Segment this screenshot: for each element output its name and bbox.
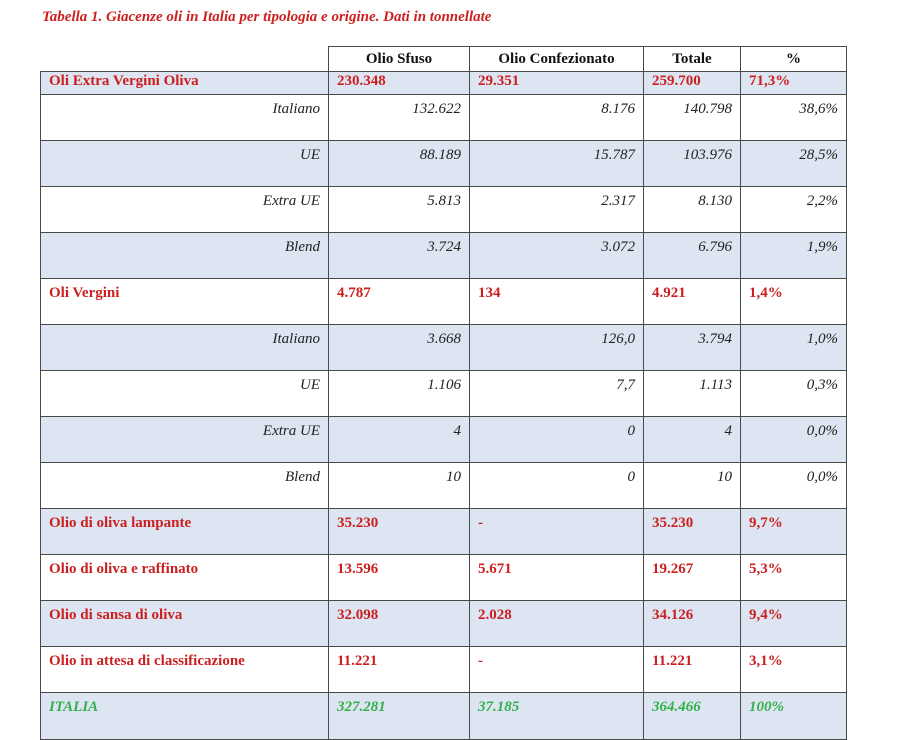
cell-confezionato: 3.072 (470, 233, 644, 279)
table-row (41, 417, 847, 463)
cell-percent: 0,0% (741, 463, 847, 509)
row-label: UE (41, 141, 329, 187)
table-row (41, 601, 847, 647)
cell-confezionato: 0 (470, 417, 644, 463)
cell-confezionato: 7,7 (470, 371, 644, 417)
row-label: Extra UE (41, 417, 329, 463)
header-row (41, 47, 847, 72)
header-totale: Totale (644, 47, 741, 72)
cell-percent: 3,1% (741, 647, 847, 693)
giacenze-table (40, 46, 847, 740)
row-label: Blend (41, 463, 329, 509)
table-row (41, 95, 847, 141)
row-label: Oli Extra Vergini Oliva (41, 72, 329, 95)
cell-percent: 2,2% (741, 187, 847, 233)
table-row (41, 141, 847, 187)
cell-sfuso: 4 (329, 417, 470, 463)
row-label: Oli Vergini (41, 279, 329, 325)
table-row (41, 187, 847, 233)
table-row (41, 647, 847, 693)
cell-totale: 259.700 (644, 72, 741, 95)
table-row (41, 279, 847, 325)
cell-confezionato: 2.317 (470, 187, 644, 233)
table-row (41, 371, 847, 417)
cell-confezionato: - (470, 647, 644, 693)
row-label: ITALIA (41, 693, 329, 740)
cell-sfuso: 3.668 (329, 325, 470, 371)
cell-confezionato: 15.787 (470, 141, 644, 187)
cell-percent: 9,7% (741, 509, 847, 555)
cell-totale: 3.794 (644, 325, 741, 371)
header-corner (41, 47, 329, 72)
row-label: Olio di oliva e raffinato (41, 555, 329, 601)
table-row (41, 233, 847, 279)
cell-percent: 28,5% (741, 141, 847, 187)
cell-sfuso: 5.813 (329, 187, 470, 233)
cell-sfuso: 88.189 (329, 141, 470, 187)
cell-confezionato: 8.176 (470, 95, 644, 141)
cell-totale: 35.230 (644, 509, 741, 555)
cell-totale: 103.976 (644, 141, 741, 187)
cell-sfuso: 35.230 (329, 509, 470, 555)
cell-totale: 1.113 (644, 371, 741, 417)
row-label: UE (41, 371, 329, 417)
cell-percent: 38,6% (741, 95, 847, 141)
cell-totale: 11.221 (644, 647, 741, 693)
cell-sfuso: 4.787 (329, 279, 470, 325)
cell-percent: 1,9% (741, 233, 847, 279)
table-row (41, 72, 847, 95)
cell-percent: 1,4% (741, 279, 847, 325)
cell-confezionato: 5.671 (470, 555, 644, 601)
cell-percent: 5,3% (741, 555, 847, 601)
cell-confezionato: 29.351 (470, 72, 644, 95)
cell-confezionato: 134 (470, 279, 644, 325)
cell-sfuso: 132.622 (329, 95, 470, 141)
cell-totale: 140.798 (644, 95, 741, 141)
cell-sfuso: 3.724 (329, 233, 470, 279)
cell-confezionato: 2.028 (470, 601, 644, 647)
cell-percent: 0,3% (741, 371, 847, 417)
cell-sfuso: 1.106 (329, 371, 470, 417)
table-row (41, 325, 847, 371)
table-row (41, 509, 847, 555)
cell-sfuso: 32.098 (329, 601, 470, 647)
cell-confezionato: 37.185 (470, 693, 644, 740)
cell-confezionato: - (470, 509, 644, 555)
cell-confezionato: 126,0 (470, 325, 644, 371)
row-label: Blend (41, 233, 329, 279)
header-olio-confezionato: Olio Confezionato (470, 47, 644, 72)
cell-percent: 100% (741, 693, 847, 740)
row-label: Olio di oliva lampante (41, 509, 329, 555)
cell-totale: 4.921 (644, 279, 741, 325)
header-olio-sfuso: Olio Sfuso (329, 47, 470, 72)
cell-confezionato: 0 (470, 463, 644, 509)
row-label: Italiano (41, 95, 329, 141)
table-row (41, 555, 847, 601)
table-row (41, 463, 847, 509)
cell-totale: 8.130 (644, 187, 741, 233)
cell-percent: 71,3% (741, 72, 847, 95)
cell-percent: 0,0% (741, 417, 847, 463)
row-label: Italiano (41, 325, 329, 371)
row-label: Olio in attesa di classificazione (41, 647, 329, 693)
cell-totale: 4 (644, 417, 741, 463)
cell-sfuso: 11.221 (329, 647, 470, 693)
cell-totale: 34.126 (644, 601, 741, 647)
header-percent: % (741, 47, 847, 72)
total-row (41, 693, 847, 740)
cell-totale: 6.796 (644, 233, 741, 279)
cell-percent: 1,0% (741, 325, 847, 371)
table-title: Tabella 1. Giacenze oli in Italia per tipologia e origine. Dati in tonnellate (42, 9, 492, 25)
cell-totale: 19.267 (644, 555, 741, 601)
cell-totale: 10 (644, 463, 741, 509)
cell-sfuso: 10 (329, 463, 470, 509)
cell-sfuso: 230.348 (329, 72, 470, 95)
cell-sfuso: 327.281 (329, 693, 470, 740)
row-label: Olio di sansa di oliva (41, 601, 329, 647)
cell-percent: 9,4% (741, 601, 847, 647)
cell-sfuso: 13.596 (329, 555, 470, 601)
cell-totale: 364.466 (644, 693, 741, 740)
row-label: Extra UE (41, 187, 329, 233)
